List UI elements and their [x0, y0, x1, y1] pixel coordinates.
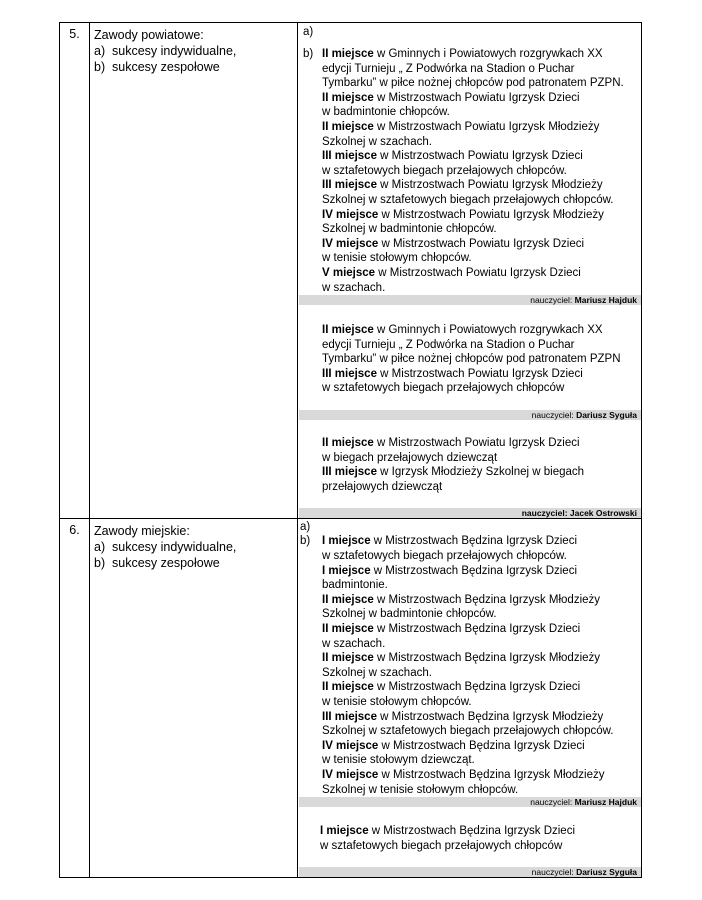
list-item: III miejsce w Igrzysk Młodzieży Szkolnej w biegach przełajowych dziewcząt — [322, 466, 585, 493]
team-results-group — [298, 47, 641, 295]
row-number: 6. — [60, 519, 90, 878]
team-results-group — [298, 534, 641, 797]
table-row — [60, 519, 642, 878]
list-item: II miejsce w Mistrzostwach Powiatu Igrzysk Dzieci w badmintonie chłopców. — [322, 91, 580, 119]
row-content — [298, 23, 642, 519]
list-item: a) sukcesy indywidualne, — [94, 44, 237, 58]
table-row — [60, 23, 642, 519]
list-item: b) sukcesy zespołowe — [94, 60, 220, 74]
row-category — [90, 23, 298, 519]
row-content — [298, 519, 642, 878]
list-item: I miejsce w Mistrzostwach Będzina Igrzysk Dzieci w sztafetowych biegach przełajowych chłopców. — [322, 535, 578, 563]
category-list — [94, 43, 293, 75]
list-item: II miejsce w Mistrzostwach Będzina Igrzysk Młodzieży Szkolnej w badmintonie chłopców. — [322, 593, 601, 621]
teacher-bar: nauczyciel: Mariusz Hajduk — [299, 295, 641, 305]
individual-marker: a) — [300, 521, 311, 534]
list-item: b) sukcesy zespołowe — [94, 556, 220, 571]
teacher-name: Jacek Ostrowski — [569, 508, 637, 519]
category-title: Zawody powiatowe: — [94, 28, 204, 42]
team-results-group — [298, 824, 641, 853]
list-item: III miejsce w Mistrzostwach Powiatu Igrzysk Młodzieży Szkolnej w sztafetowych biegach przełajowych chłopców. — [322, 179, 614, 206]
list-item: III miejsce w Mistrzostwach Powiatu Igrzysk Dzieci w sztafetowych biegach przełajowych chłopców. — [322, 150, 583, 177]
list-item: a) sukcesy indywidualne, — [94, 540, 237, 555]
teacher-bar: nauczyciel: Dariusz Syguła — [299, 410, 641, 420]
team-results-group — [298, 436, 641, 494]
list-item: I miejsce w Mistrzostwach Będzina Igrzysk Dzieci w sztafetowych biegach przełajowych chłopców — [320, 825, 576, 852]
teacher-bar: nauczyciel: Jacek Ostrowski — [299, 508, 641, 518]
teacher-name: Dariusz Syguła — [576, 867, 637, 878]
list-item: IV miejsce w Mistrzostwach Będzina Igrzysk Młodzieży Szkolnej w tenisie stołowym chłopców. — [322, 768, 605, 796]
list-item: II miejsce w Mistrzostwach Będzina Igrzysk Dzieci w tenisie stołowym chłopców. — [322, 681, 581, 708]
list-item: III miejsce w Mistrzostwach Powiatu Igrzysk Dzieci w sztafetowych biegach przełajowych chłopców — [322, 367, 583, 395]
team-marker: b) — [303, 48, 314, 60]
list-item: II miejsce w Mistrzostwach Powiatu Igrzysk Młodzieży Szkolnej w szachach. — [322, 120, 600, 148]
achievements-table — [59, 22, 642, 878]
teacher-name: Mariusz Hajduk — [574, 797, 637, 808]
individual-marker: a) — [303, 26, 314, 38]
category-title: Zawody miejskie: — [94, 524, 190, 539]
list-item: II miejsce w Mistrzostwach Będzina Igrzysk Młodzieży Szkolnej w szachach. — [322, 652, 601, 679]
list-item: IV miejsce w Mistrzostwach Powiatu Igrzysk Dzieci w tenisie stołowym chłopców. — [322, 237, 585, 265]
list-item: V miejsce w Mistrzostwach Powiatu Igrzysk Dzieci w szachach. — [322, 266, 581, 294]
category-list — [94, 539, 293, 571]
list-item: II miejsce w Gminnych i Powiatowych rozgrywkach XX edycji Turnieju „ Z Podwórka na Stadion o Puchar Tymbarku” w piłce nożnej chłopców pod patronatem PZPN. — [322, 48, 624, 90]
teacher-bar: nauczyciel: Dariusz Syguła — [299, 867, 641, 877]
list-item: II miejsce w Gminnych i Powiatowych rozgrywkach XX edycji Turnieju „ Z Podwórka na Stadion o Puchar Tymbarku” w piłce nożnej chłopców pod patronatem PZPN — [322, 324, 621, 366]
list-item: II miejsce w Mistrzostwach Powiatu Igrzysk Dzieci w biegach przełajowych dziewcząt — [322, 437, 580, 464]
list-item: IV miejsce w Mistrzostwach Będzina Igrzysk Dzieci w tenisie stołowym dziewcząt. — [322, 739, 585, 767]
row-category — [90, 519, 298, 878]
row-number: 5. — [60, 23, 90, 519]
team-marker: b) — [300, 535, 311, 548]
list-item: III miejsce w Mistrzostwach Będzina Igrzysk Młodzieży Szkolnej w sztafetowych biegach przełajowych chłopców. — [322, 710, 614, 738]
list-item: I miejsce w Mistrzostwach Będzina Igrzysk Dzieci badmintonie. — [322, 564, 578, 592]
list-item: IV miejsce w Mistrzostwach Powiatu Igrzysk Młodzieży Szkolnej w badmintonie chłopców. — [322, 208, 604, 236]
list-item: II miejsce w Mistrzostwach Będzina Igrzysk Dzieci w szachach. — [322, 623, 581, 650]
team-results-group — [298, 323, 641, 396]
teacher-name: Dariusz Syguła — [576, 410, 637, 421]
teacher-name: Mariusz Hajduk — [574, 295, 637, 306]
teacher-bar: nauczyciel: Mariusz Hajduk — [299, 797, 641, 807]
